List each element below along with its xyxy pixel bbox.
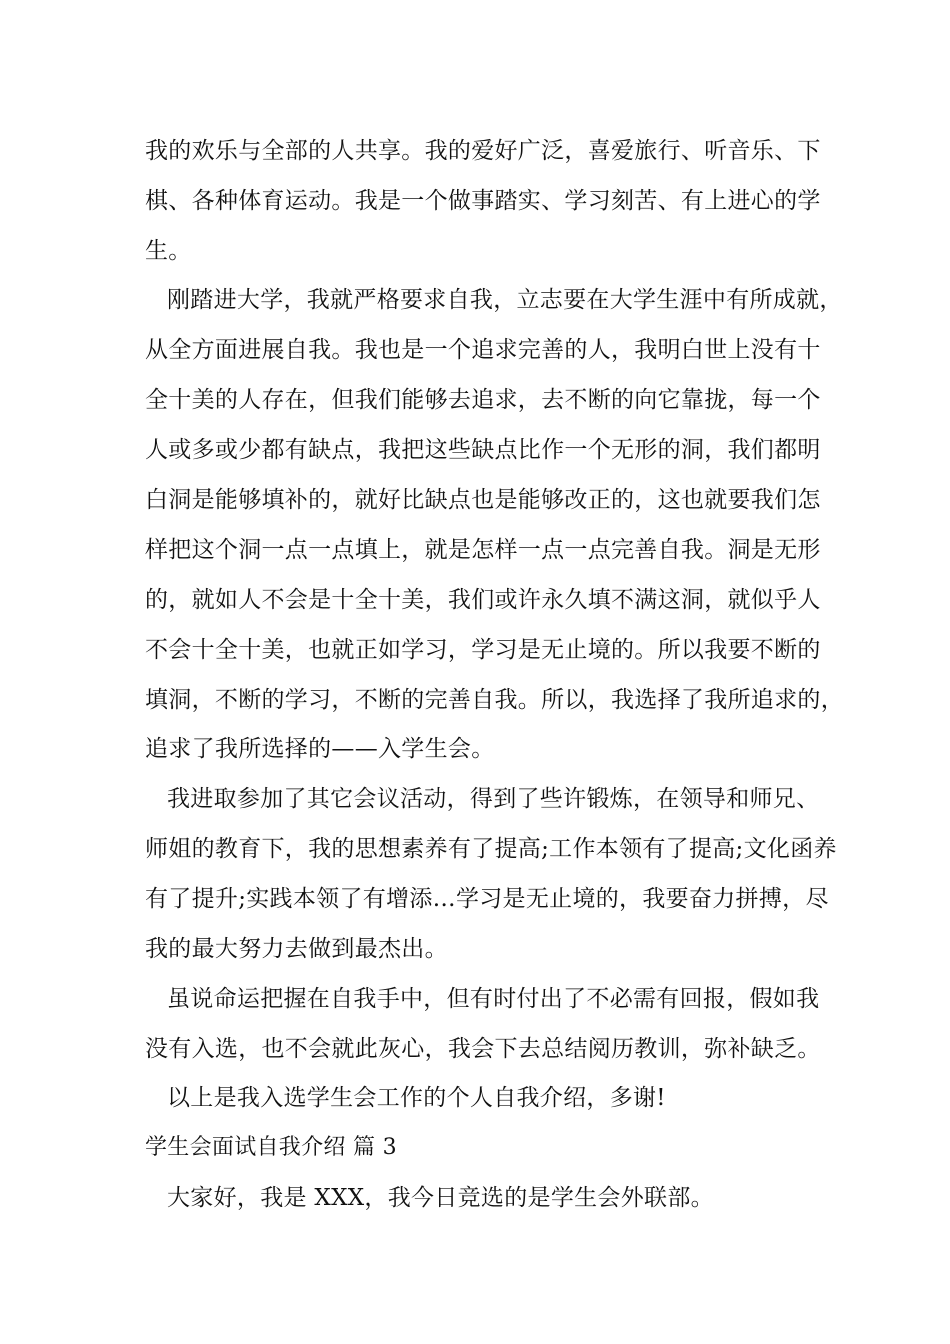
paragraph-first-line: 我进取参加了其它会议活动，得到了些许锻炼，在领导和师兄、 <box>167 786 820 812</box>
body-text-line: 师姐的教育下，我的思想素养有了提高;工作本领有了提高;文化函养 <box>145 836 837 862</box>
paragraph-first-line: 以上是我入选学生会工作的个人自我介绍，多谢! <box>167 1085 666 1111</box>
body-text-line: 棋、各种体育运动。我是一个做事踏实、学习刻苦、有上进心的学 <box>145 188 821 214</box>
section-heading: 学生会面试自我介绍 篇 3 <box>145 1135 397 1160</box>
body-text-line: 全十美的人存在，但我们能够去追求，去不断的向它靠拢，每一个 <box>145 387 821 413</box>
paragraph-first-line: 虽说命运把握在自我手中，但有时付出了不必需有回报，假如我 <box>167 986 820 1012</box>
body-text-line: 追求了我所选择的——入学生会。 <box>145 736 495 762</box>
body-text-line: 从全方面进展自我。我也是一个追求完善的人，我明白世上没有十 <box>145 337 821 363</box>
body-text-line: 的，就如人不会是十全十美，我们或许永久填不满这洞，就似乎人 <box>145 587 821 613</box>
body-text-line: 我的最大努力去做到最杰出。 <box>145 936 448 962</box>
body-text-line: 白洞是能够填补的，就好比缺点也是能够改正的，这也就要我们怎 <box>145 487 821 513</box>
body-text-line: 没有入选，也不会就此灰心，我会下去总结阅历教训，弥补缺乏。 <box>145 1036 821 1062</box>
paragraph-first-line: 大家好，我是 XXX，我今日竞选的是学生会外联部。 <box>167 1185 714 1211</box>
body-text-line: 样把这个洞一点一点填上，就是怎样一点一点完善自我。洞是无形 <box>145 537 821 563</box>
body-text-line: 有了提升;实践本领了有增添…学习是无止境的，我要奋力拼搏，尽 <box>145 886 829 912</box>
body-text-line: 人或多或少都有缺点，我把这些缺点比作一个无形的洞，我们都明 <box>145 437 821 463</box>
paragraph-first-line: 刚踏进大学，我就严格要求自我，立志要在大学生涯中有所成就， <box>167 287 843 313</box>
body-text-line: 填洞，不断的学习，不断的完善自我。所以，我选择了我所追求的， <box>145 687 844 713</box>
body-text-line: 生。 <box>145 238 192 264</box>
body-text-line: 不会十全十美，也就正如学习，学习是无止境的。所以我要不断的 <box>145 637 821 663</box>
body-text-line: 我的欢乐与全部的人共享。我的爱好广泛，喜爱旅行、听音乐、下 <box>145 138 821 164</box>
